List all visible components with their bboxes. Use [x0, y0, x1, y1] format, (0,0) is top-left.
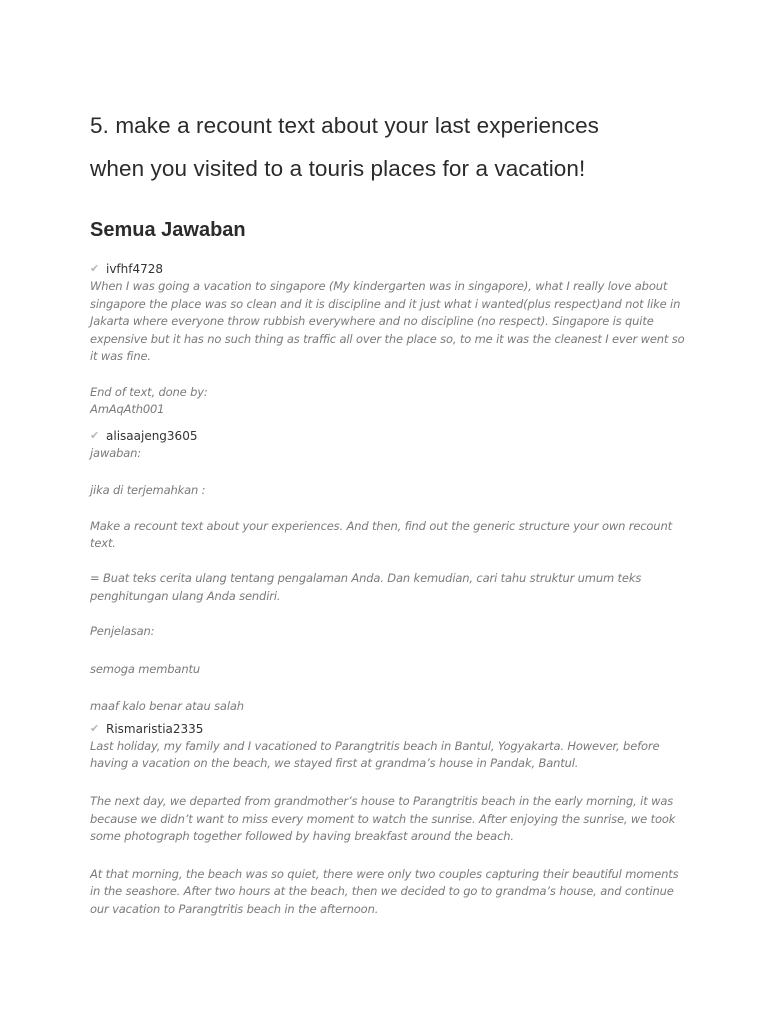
answer-header — [90, 720, 690, 738]
answer-username[interactable]: alisaajeng3605 — [106, 428, 198, 443]
answer-paragraph: Penjelasan: — [90, 624, 155, 639]
answer-item — [90, 260, 690, 419]
answer-paragraph: Make a recount text about your experiences. And then, find out the generic structure your own recount text. — [90, 518, 672, 551]
document-page — [90, 104, 690, 919]
checkmark-icon: ✔ — [90, 721, 100, 735]
answer-username[interactable]: Rismaristia2335 — [106, 721, 204, 736]
answer-paragraph: semoga membantu — [90, 661, 200, 676]
answer-paragraph: When I was going a vacation to singapore (My kindergarten was in singapore), what I really love about singapore the place was so clean and it is discipline and it just what i wanted(plus respect)and not like in Jakarta where everyone throw rubbish everywhere and no discipline (no respect). Singapore is quite expensive but it has no such thing as traffic all over the place so, to me it was the cleanest I ever went so it was fine. — [90, 279, 685, 364]
answer-username[interactable]: ivfhf4728 — [106, 262, 164, 276]
question-line-2: when you visited to a touris places for a vacation! — [90, 156, 586, 181]
answer-paragraph: Last holiday, my family and I vacationed to Parangtritis beach in Bantul, Yogyakarta. However, before having a vacation on the beach, we stayed first at grandma’s house in Pandak, Bantul. — [90, 738, 660, 771]
answer-paragraph: The next day, we departed from grandmother’s house to Parangtritis beach in the early morning, it was because we didn’t want to miss every moment to watch the sunrise. After enjoying the sunrise, we took some photograph together followed by having breakfast around the beach. — [90, 794, 676, 844]
answer-paragraph: jawaban: — [90, 445, 142, 460]
answer-item — [90, 427, 690, 716]
checkmark-icon: ✔ — [90, 428, 100, 442]
answer-paragraph: At that morning, the beach was so quiet, there were only two couples capturing their beautiful moments in the seashore. After two hours at the beach, then we decided to go to grandma’s house, and continue our vacation to Parangtritis beach in the afternoon. — [90, 866, 679, 917]
answer-paragraph: End of text, done by: — [90, 384, 208, 399]
answer-header — [90, 427, 690, 445]
section-title: Semua Jawaban — [90, 219, 246, 241]
answer-paragraph: jika di terjemahkan : — [90, 483, 206, 498]
question-line-1: 5. make a recount text about your last experiences — [90, 113, 600, 138]
checkmark-icon: ✔ — [90, 262, 100, 275]
answer-header — [90, 260, 690, 278]
answer-item — [90, 720, 690, 919]
answer-paragraph: AmAqAth001 — [90, 402, 165, 417]
answer-paragraph: maaf kalo benar atau salah — [90, 699, 244, 714]
answer-paragraph: = Buat teks cerita ulang tentang pengalaman Anda. Dan kemudian, cari tahu struktur umum teks penghitungan ulang Anda sendiri. — [90, 571, 642, 603]
question-heading — [90, 104, 690, 190]
